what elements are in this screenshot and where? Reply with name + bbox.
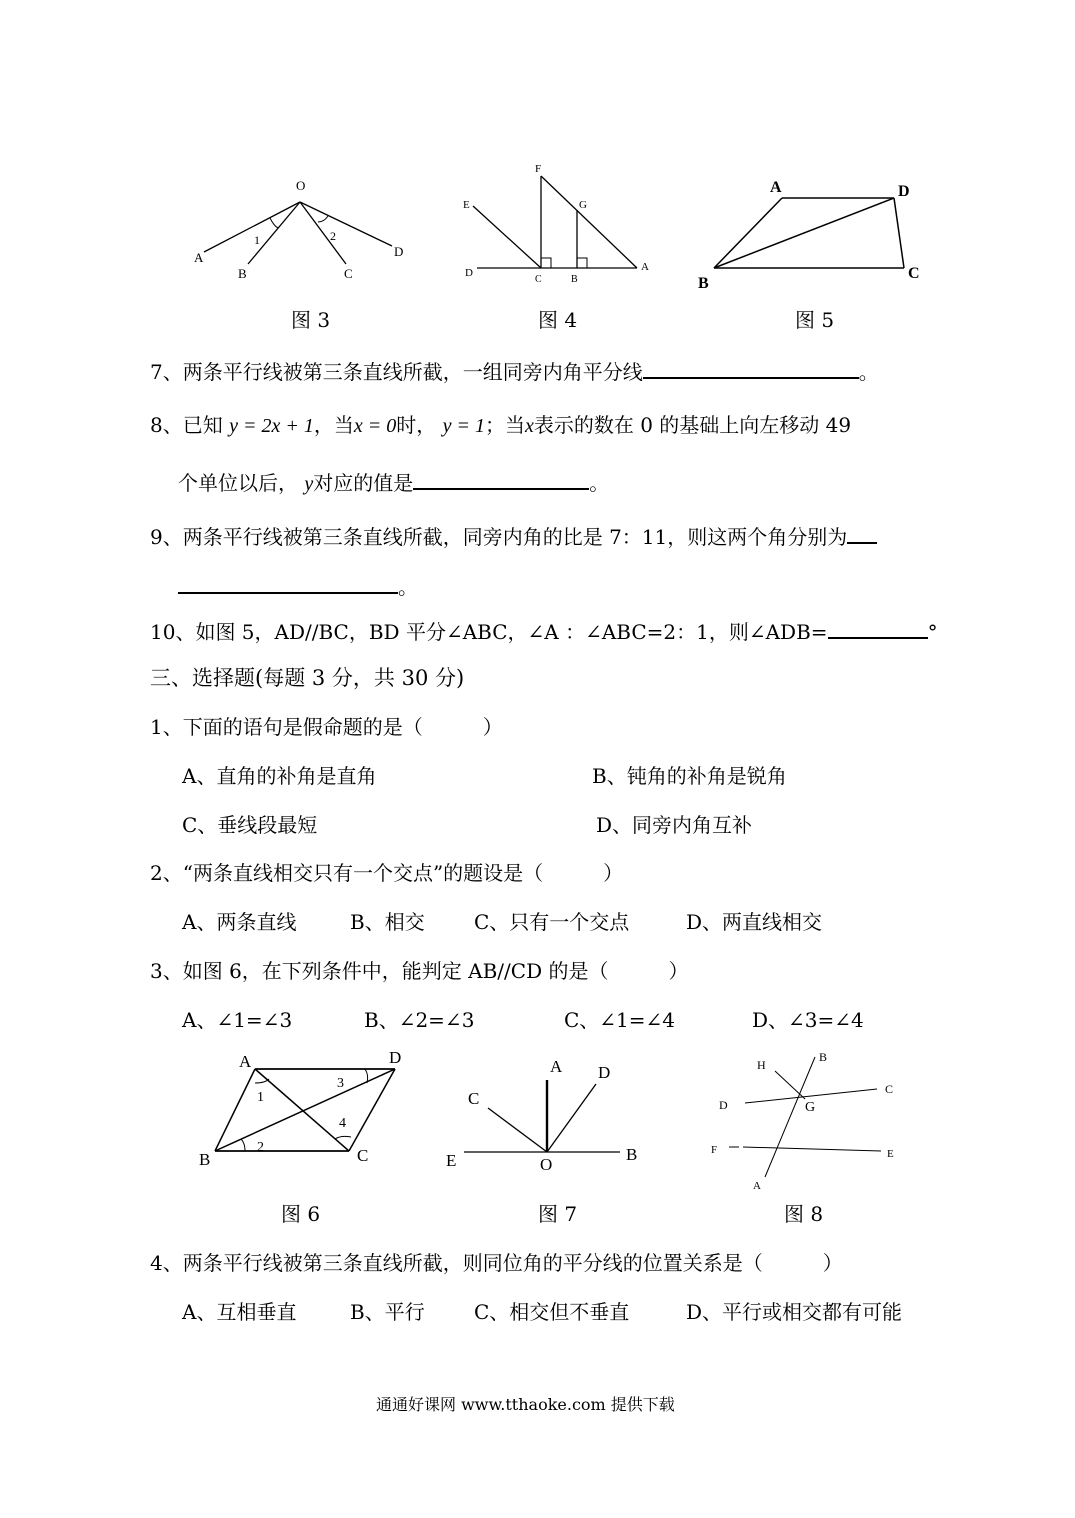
fig6-caption: 图 6 xyxy=(281,1202,321,1226)
mc-q3-stem: 3、如图 6，在下列条件中，能判定 AB//CD 的是（ ） xyxy=(150,959,689,983)
fig4-label-F: F xyxy=(535,163,542,175)
fig3-label-D: D xyxy=(394,244,404,259)
question-9 xyxy=(150,522,877,550)
mc-q1-option-b[interactable]: B、钝角的补角是锐角 xyxy=(592,764,787,788)
fig4-label-B: B xyxy=(571,274,578,285)
mc-q4-stem: 4、两条平行线被第三条直线所截，则同位角的平分线的位置关系是（ ） xyxy=(150,1251,843,1275)
fig5-caption: 图 5 xyxy=(795,308,835,332)
fig3-label-A: A xyxy=(194,250,204,265)
figure-6-diagram xyxy=(195,1045,410,1170)
fig7-label-C: C xyxy=(468,1089,480,1108)
q9-end: 。 xyxy=(398,575,418,599)
fig7-label-E: E xyxy=(446,1151,457,1170)
fig6-label-B: B xyxy=(199,1150,211,1169)
fig6-label-A: A xyxy=(239,1052,252,1071)
figure-7-diagram xyxy=(440,1050,660,1175)
fig4-label-G: G xyxy=(579,199,587,211)
fig4-label-D: D xyxy=(465,267,473,279)
fig3-label-O: O xyxy=(296,178,306,193)
fig3-label-1: 1 xyxy=(254,233,260,247)
q10-text: 10、如图 5，AD//BC，BD 平分∠ABC，∠A ：∠ABC=2：1，则∠ADB= xyxy=(150,620,828,644)
fig6-label-2: 2 xyxy=(257,1140,264,1155)
fig6-label-4: 4 xyxy=(339,1116,346,1131)
figure-4 xyxy=(455,158,660,293)
fig8-label-D: D xyxy=(719,1098,728,1112)
q7-text: 7、两条平行线被第三条直线所截，一组同旁内角平分线 xyxy=(150,360,643,384)
mc-q2-option-a[interactable]: A、两条直线 xyxy=(182,910,297,934)
q8-x: x xyxy=(524,415,534,437)
question-10 xyxy=(150,617,938,645)
fig7-caption: 图 7 xyxy=(538,1202,578,1226)
mc-q3-option-a[interactable]: A、∠1=∠3 xyxy=(182,1008,293,1032)
mc-q3-option-d[interactable]: D、∠3=∠4 xyxy=(752,1008,864,1032)
q9-answer-blank-1[interactable] xyxy=(847,522,877,544)
q8-text-4: ；当 xyxy=(484,413,525,437)
mc-q1-option-c[interactable]: C、垂线段最短 xyxy=(182,813,318,837)
mc-q1-option-a[interactable]: A、直角的补角是直角 xyxy=(182,764,377,788)
q8-y: y xyxy=(304,473,314,495)
q8-text-7: 对应的值是 xyxy=(313,471,414,495)
q9-answer-blank-2[interactable] xyxy=(178,572,398,594)
fig7-label-B: B xyxy=(626,1145,638,1164)
figure-4-diagram xyxy=(455,158,660,293)
figure-6 xyxy=(195,1045,410,1170)
q8-text-1: 8、已知 xyxy=(150,413,223,437)
fig6-label-3: 3 xyxy=(337,1076,344,1091)
figure-8 xyxy=(705,1045,905,1195)
mc-q3-option-b[interactable]: B、∠2=∠3 xyxy=(364,1008,475,1032)
q8-x-zero: x = 0 xyxy=(353,415,397,437)
fig6-label-1: 1 xyxy=(257,1090,264,1105)
figure-8-diagram xyxy=(705,1045,905,1195)
fig8-label-F: F xyxy=(711,1144,718,1156)
fig5-label-C: C xyxy=(908,265,920,282)
q8-text-5: 表示的数在 0 的基础上向左移动 49 xyxy=(533,413,852,437)
q8-end: 。 xyxy=(589,471,610,495)
q8-y-one: y = 1 xyxy=(442,415,485,437)
mc-q2-option-d[interactable]: D、两直线相交 xyxy=(686,910,823,934)
q8-text-6: 个单位以后， xyxy=(178,471,298,495)
q7-end: 。 xyxy=(858,360,879,384)
q10-answer-blank[interactable] xyxy=(828,617,928,639)
q10-end: ° xyxy=(927,620,938,644)
mc-q4-option-b[interactable]: B、平行 xyxy=(350,1300,425,1324)
fig3-label-B: B xyxy=(238,266,247,281)
fig5-label-A: A xyxy=(770,179,782,196)
fig4-label-C: C xyxy=(535,274,542,285)
question-8-line2 xyxy=(178,468,609,497)
fig8-label-E: E xyxy=(887,1148,894,1160)
figure-5-diagram xyxy=(690,170,940,295)
mc-q3-option-c[interactable]: C、∠1=∠4 xyxy=(564,1008,676,1032)
mc-q1-stem: 1、下面的语句是假命题的是（ ） xyxy=(150,715,503,739)
fig4-caption: 图 4 xyxy=(538,308,578,332)
fig6-label-C: C xyxy=(357,1146,369,1165)
q8-text-3: 时， xyxy=(396,413,437,437)
mc-q2-option-c[interactable]: C、只有一个交点 xyxy=(474,910,630,934)
q7-answer-blank[interactable] xyxy=(643,357,859,379)
question-7 xyxy=(150,357,879,385)
figure-5 xyxy=(690,170,940,295)
fig3-label-2: 2 xyxy=(330,229,336,243)
figure-7 xyxy=(440,1050,660,1175)
fig8-label-A: A xyxy=(753,1180,761,1192)
fig7-label-A: A xyxy=(550,1057,563,1076)
q8-equation: y = 2x + 1 xyxy=(229,415,314,437)
fig7-label-D: D xyxy=(598,1063,611,1082)
q8-text-2: ，当 xyxy=(313,413,354,437)
page-footer: 通通好课网 www.tthaoke.com 提供下载 xyxy=(376,1395,675,1414)
mc-q4-option-c[interactable]: C、相交但不垂直 xyxy=(474,1300,630,1324)
fig5-label-B: B xyxy=(698,275,709,292)
fig8-label-B: B xyxy=(819,1050,828,1064)
fig4-label-A: A xyxy=(641,261,649,273)
fig7-label-O: O xyxy=(540,1155,553,1174)
fig8-label-C: C xyxy=(885,1082,894,1096)
mc-q2-stem: 2、“两条直线相交只有一个交点”的题设是（ ） xyxy=(150,861,624,885)
q8-answer-blank[interactable] xyxy=(413,468,589,490)
mc-q1-option-d[interactable]: D、同旁内角互补 xyxy=(596,813,753,837)
figure-3 xyxy=(190,170,420,290)
question-9-line2 xyxy=(178,572,418,600)
fig5-label-D: D xyxy=(898,183,910,200)
q9-text: 9、两条平行线被第三条直线所截，同旁内角的比是 7：11，则这两个角分别为 xyxy=(150,525,848,549)
figure-3-diagram xyxy=(190,170,420,290)
fig8-caption: 图 8 xyxy=(784,1202,824,1226)
mc-q2-option-b[interactable]: B、相交 xyxy=(350,910,425,934)
section-3-title: 三、选择题(每题 3 分，共 30 分) xyxy=(150,666,465,690)
fig8-label-G: G xyxy=(805,1100,816,1115)
fig4-label-E: E xyxy=(463,199,470,211)
fig3-label-C: C xyxy=(344,266,353,281)
mc-q4-option-d[interactable]: D、平行或相交都有可能 xyxy=(686,1300,903,1324)
fig8-label-H: H xyxy=(757,1058,766,1072)
fig3-caption: 图 3 xyxy=(291,308,331,332)
mc-q4-option-a[interactable]: A、互相垂直 xyxy=(182,1300,297,1324)
fig6-label-D: D xyxy=(389,1048,402,1067)
question-8-line1 xyxy=(150,412,851,439)
